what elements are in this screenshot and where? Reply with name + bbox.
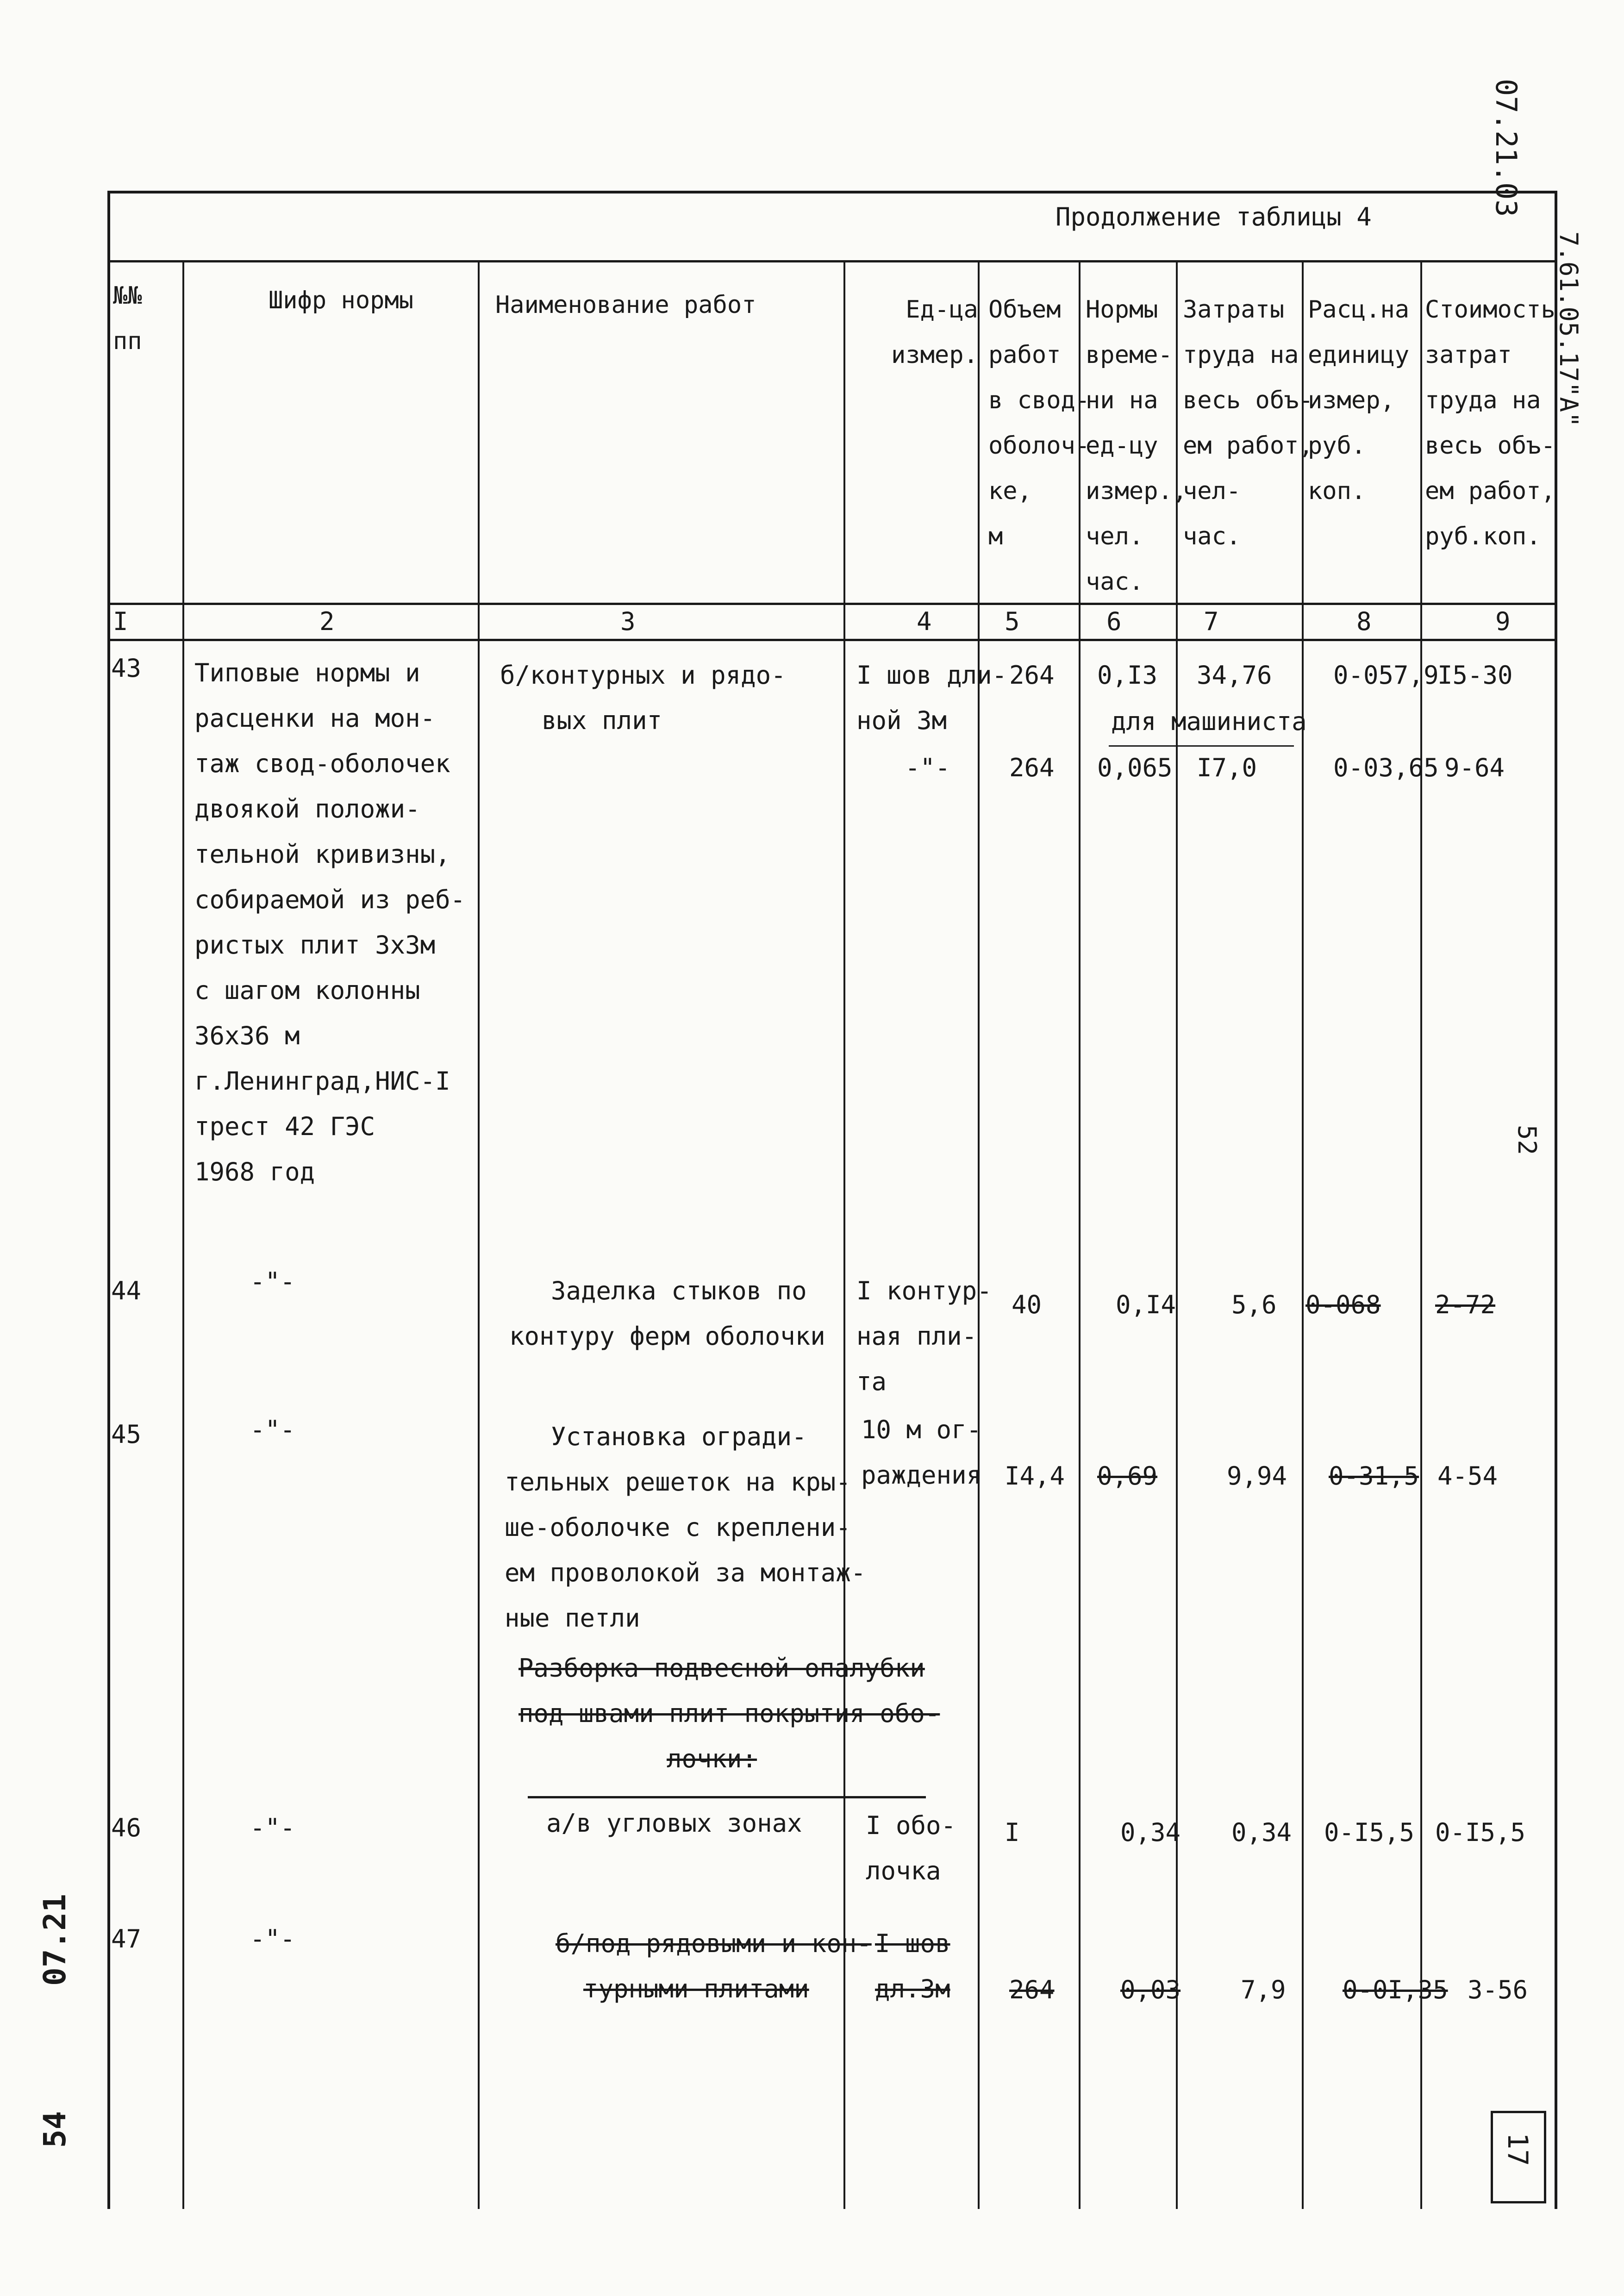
row43-code: Типовые нормы и расценки на мон- таж свод-оболочек двоякой положи- тельной кривизны, собираемой из реб- ристых плит 3х3м с шагом колонны 36х36 м г.Ленинград,НИС-I трест 42 ГЭС 1968 год [194,658,466,1186]
side-code: 7.61.05.17"А" [1554,231,1583,427]
row44-vol: 40 [1012,1290,1042,1319]
row43-num: 43 [111,654,142,683]
colnum-6: 6 [1106,607,1122,636]
row47-unit: I шов дл.3м [875,1929,950,2003]
row47-vol: 264 [1009,1975,1055,2004]
row43-rate: 0-057,9 [1333,661,1439,690]
header-col3: Наименование работ [495,291,756,319]
header-col8: Расц.на единицу измер, руб. коп. [1308,296,1410,505]
row47-norm: 0,03 [1120,1975,1181,2004]
header-col7: Затраты труда на весь объ- ем работ, чел- час. [1183,296,1313,550]
row46-vol: I [1005,1818,1020,1847]
row43-rate2: 0-03,65 [1333,753,1439,782]
colnum-3: 3 [620,607,636,636]
top-right-code: 07.21.03 [1489,79,1523,217]
group-underline [528,1796,926,1798]
row47-labor: 7,9 [1241,1975,1286,2004]
row45-labor: 9,94 [1227,1461,1287,1491]
row44-norm: 0,I4 [1116,1290,1176,1319]
caption-bottom-line [107,260,1557,262]
row46-norm: 0,34 [1120,1818,1181,1847]
row46-num: 46 [111,1813,142,1842]
col-sep-1 [182,260,184,2209]
row43-norm: 0,I3 [1097,661,1158,690]
row44-rate: 0-068 [1305,1290,1381,1319]
colnum-1: I [113,607,128,636]
frame-left [107,191,110,2209]
group-heading: Разборка подвесной опалубки под швами плит покрытия обо- лочки: [518,1653,940,1773]
row47-rate: 0-0I,35 [1343,1975,1448,2004]
row47-cost: 3-56 [1468,1975,1528,2004]
row43-cost: I5-30 [1437,661,1513,690]
row43-machinist-label: для машиниста [1111,707,1307,736]
colnum-5: 5 [1005,607,1020,636]
row47-name: б/под рядовыми и кон- турными плитами [556,1929,872,2003]
row43-cost2: 9-64 [1444,753,1505,782]
col-sep-3 [843,260,845,2209]
row43-vol: 264 [1009,661,1055,690]
row45-cost: 4-54 [1437,1461,1498,1491]
row46-code: -"- [250,1813,295,1842]
row45-code: -"- [250,1415,295,1444]
row47-num: 47 [111,1924,142,1953]
row45-norm: 0,69 [1097,1461,1158,1491]
row45-vol: I4,4 [1005,1461,1065,1491]
colnum-2: 2 [319,607,335,636]
page-number-box [1491,2111,1546,2203]
row46-cost: 0-I5,5 [1435,1818,1526,1847]
header-col6: Нормы време- ни на ед-цу измер., чел. час. [1086,296,1187,596]
row46-labor: 0,34 [1231,1818,1292,1847]
table-caption: Продолжение таблицы 4 [1056,202,1372,231]
page-number: 17 [1501,2133,1534,2166]
row47-code: -"- [250,1924,295,1953]
row44-num: 44 [111,1276,142,1305]
row46-rate: 0-I5,5 [1324,1818,1415,1847]
row45-rate: 0-31,5 [1329,1461,1419,1491]
row44-unit: I контур- ная пли- та [856,1276,992,1396]
col-sep-2 [478,260,480,2209]
row46-name: а/в угловых зонах [546,1809,802,1838]
colnum-7: 7 [1204,607,1219,636]
header-col9: Стоимость затрат труда на весь объ- ем работ, руб.коп. [1425,296,1555,550]
row43-unit2: -"- [905,753,950,782]
colnum-4: 4 [917,607,932,636]
row43-norm2: 0,065 [1097,753,1173,782]
row43-labor2: I7,0 [1197,753,1257,782]
row44-name: Заделка стыков по контуру ферм оболочки [509,1276,825,1351]
colnum-9: 9 [1495,607,1511,636]
header-col1: №№ пп [113,282,142,355]
row45-name: Установка огради- тельных решеток на кры- ше-оболочке с креплени- ем проволокой за монтаж- ные петли [505,1422,866,1633]
side-page-number: 52 [1512,1125,1542,1155]
frame-top [107,191,1557,193]
row43-labor: 34,76 [1197,661,1272,690]
row45-unit: 10 м ог- раждения [861,1415,982,1490]
bottom-left-mark: 07.21 [37,1894,73,1986]
col-sep-4 [978,260,980,2209]
header-col2: Шифр нормы [269,287,414,314]
row46-unit: I обо- лочка [866,1811,956,1885]
col-sep-8 [1420,260,1422,2209]
header-col4: Ед-ца измер. [891,296,978,369]
row43-unit: I шов дли- ной 3м [856,661,1007,735]
row43-vol2: 264 [1009,753,1055,782]
colnum-8: 8 [1356,607,1372,636]
row44-labor: 5,6 [1231,1290,1277,1319]
header-col5: Объем работ в свод- оболоч- ке, м [988,296,1090,550]
bottom-left-num: 54 [37,2111,73,2148]
row44-code: -"- [250,1267,295,1296]
row43-name: б/контурных и рядо- вых плит [500,661,786,735]
row45-num: 45 [111,1420,142,1449]
row44-cost: 2-72 [1435,1290,1496,1319]
